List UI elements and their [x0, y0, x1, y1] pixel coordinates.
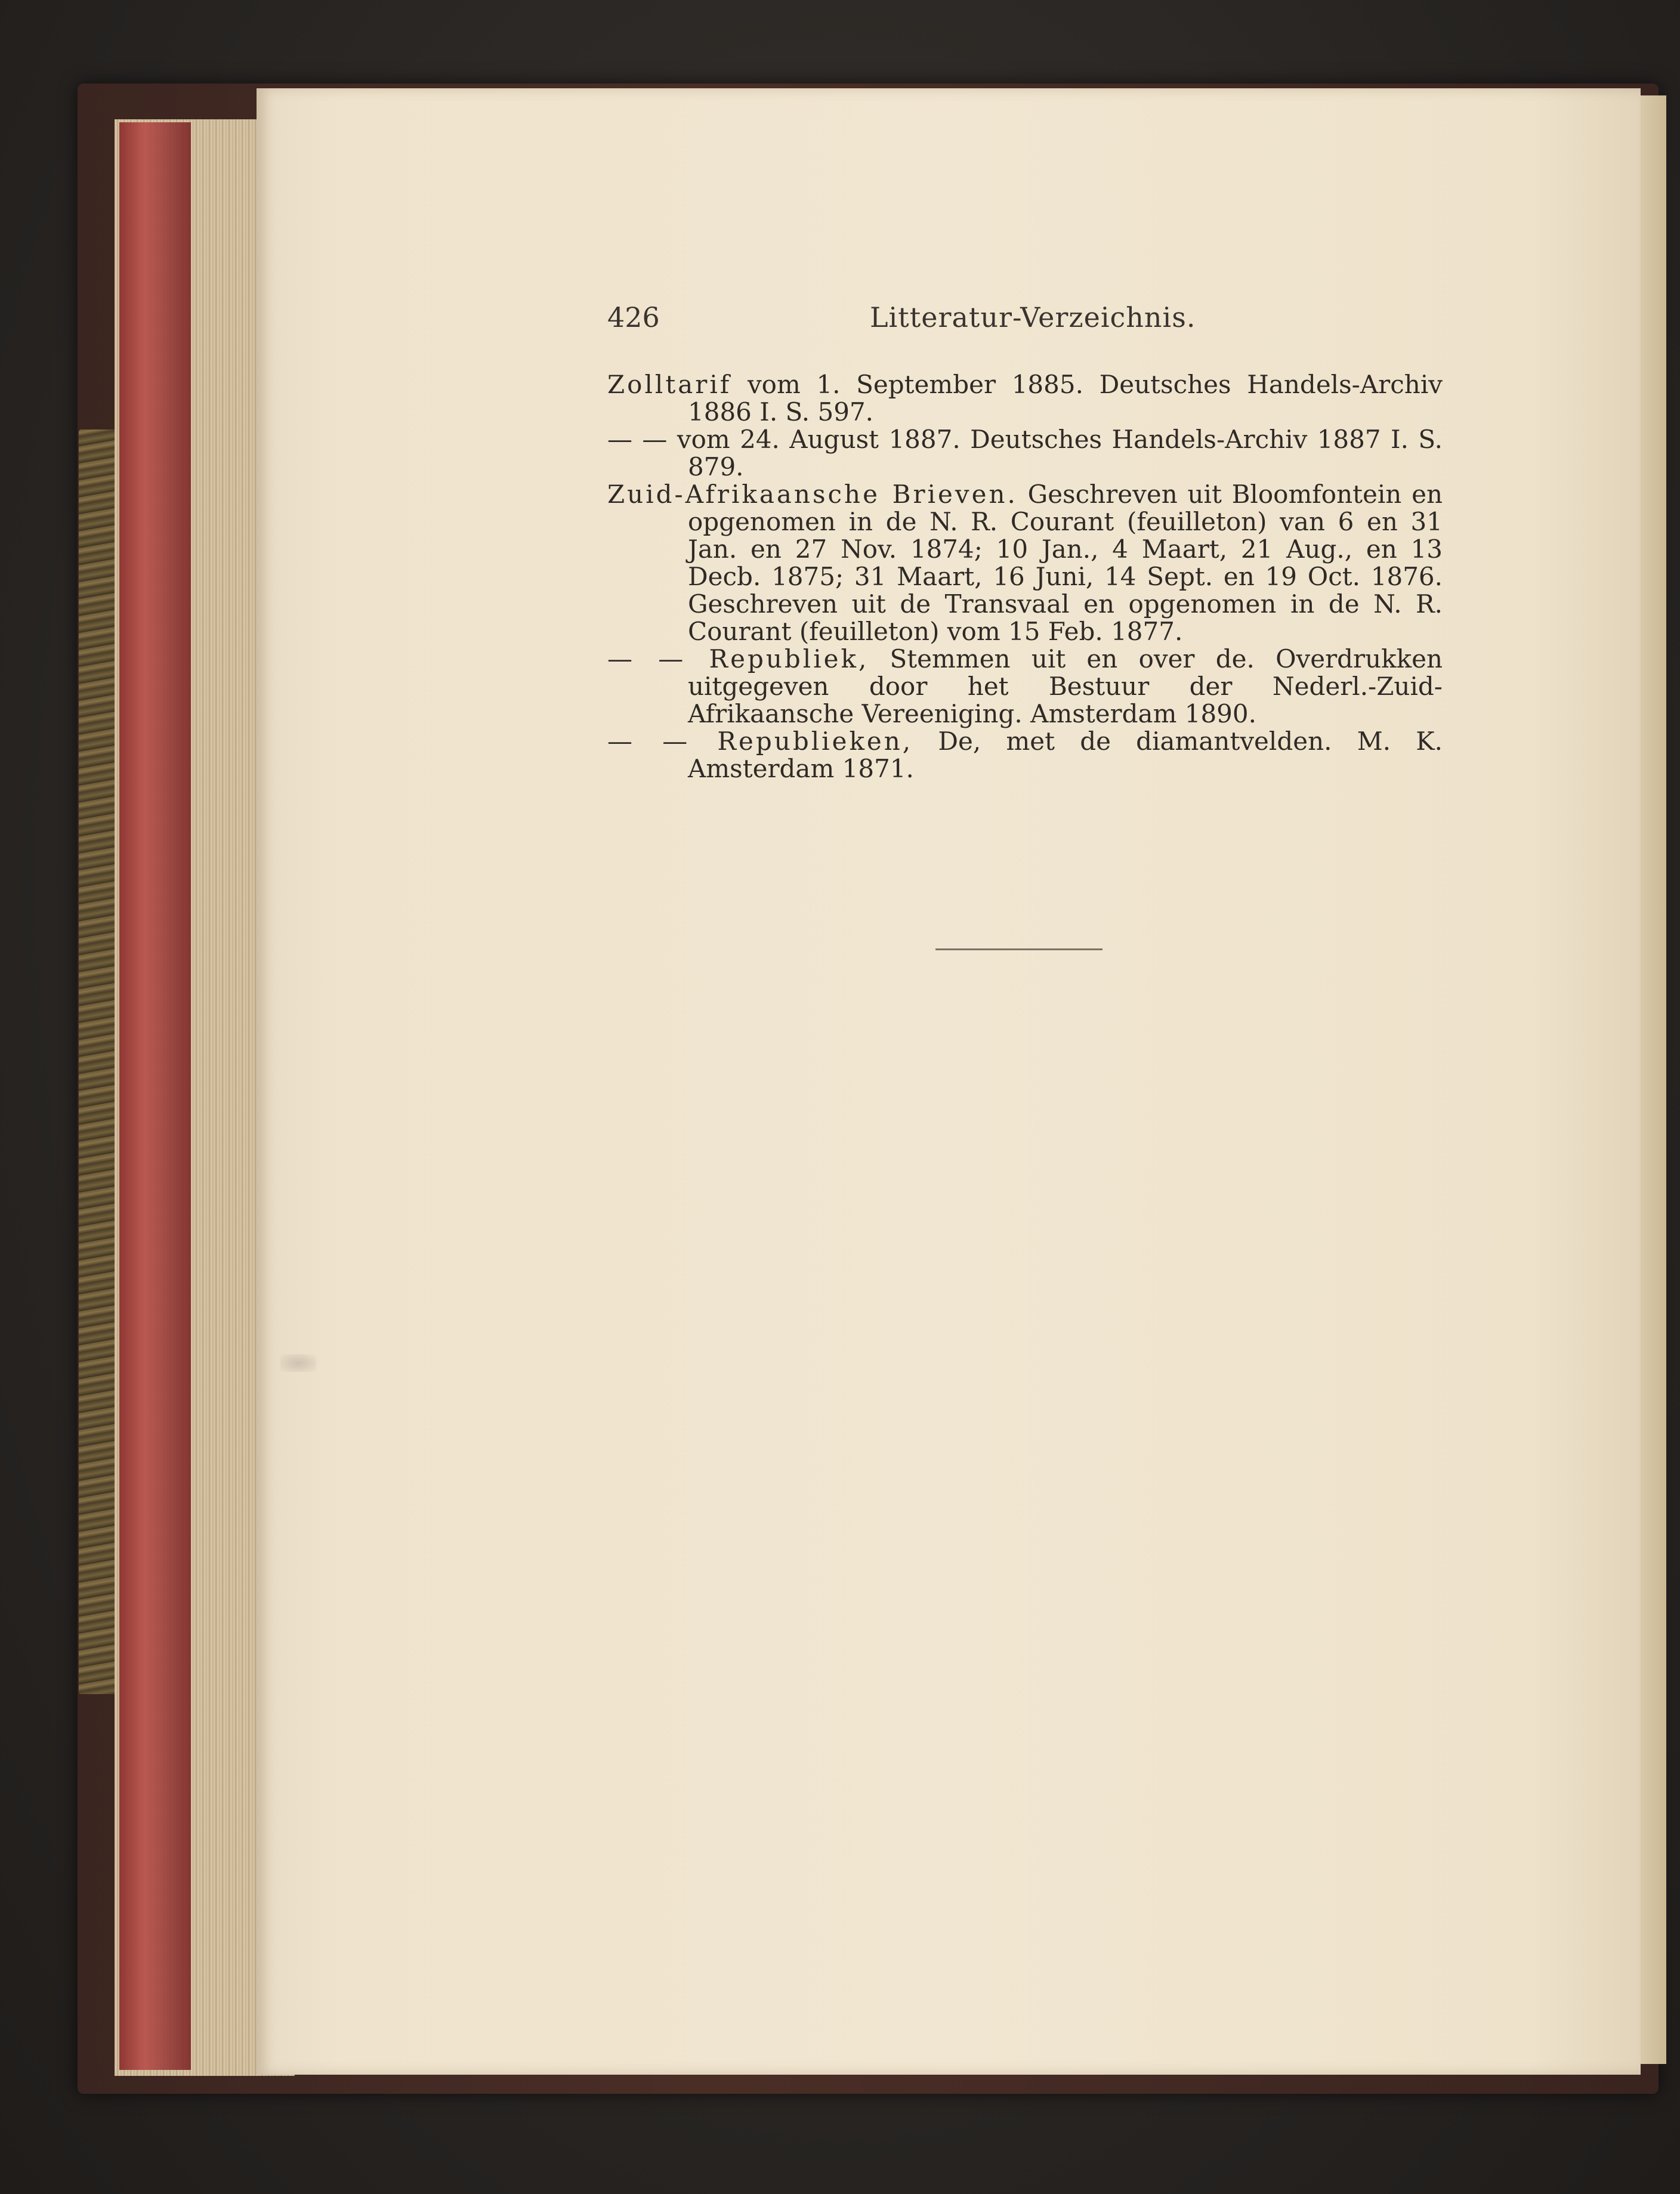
bibliography-list	[607, 371, 1443, 783]
entry-text: De, met de diamantvelden. M. K. Amsterdam 1871.	[688, 727, 1443, 783]
paper-smudge	[280, 1354, 316, 1372]
end-rule-divider	[935, 948, 1102, 950]
bibliography-entry	[607, 426, 1443, 481]
page-title: Litteratur-Verzeichnis.	[870, 301, 1196, 333]
bibliography-entry	[607, 728, 1443, 783]
entry-text: Stemmen uit en over de. Overdrukken uitgegeven door het Bestuur der Nederl.-Zuid-Afrikaansche Vereeniging. Amsterdam 1890.	[688, 644, 1443, 728]
bibliography-entry	[607, 371, 1443, 426]
entry-lead: Zolltarif	[607, 370, 732, 399]
entry-lead: — —	[607, 425, 668, 454]
entry-text: vom 1. September 1885. Deutsches Handels-Archiv 1886 I. S. 597.	[688, 370, 1443, 427]
entry-text: Geschreven uit Bloomfontein en opgenomen in de N. R. Courant (feuilleton) van 6 en 31 Jan. en 27 Nov. 1874; 10 Jan., 4 Maart, 21 Aug., en 13 Decb. 1875; 31 Maart, 16 Juni, 14 Sept. en 19 Oct. 1876. Geschreven uit de Transvaal en opgenomen in de N. R. Courant (feuilleton) vom 15 Feb. 1877.	[688, 480, 1443, 646]
bibliography-entry	[607, 645, 1443, 728]
entry-lead: — — Republiek,	[607, 644, 869, 673]
entry-lead: Zuid-Afrikaansche Brieven.	[607, 480, 1018, 509]
red-page-edge	[119, 122, 191, 2070]
running-head	[607, 301, 1443, 343]
bibliography-entry	[607, 481, 1443, 645]
page-number: 426	[607, 301, 660, 333]
entry-lead: — — Republieken,	[607, 727, 913, 756]
entry-text: vom 24. August 1887. Deutsches Handels-Archiv 1887 I. S. 879.	[667, 425, 1443, 481]
